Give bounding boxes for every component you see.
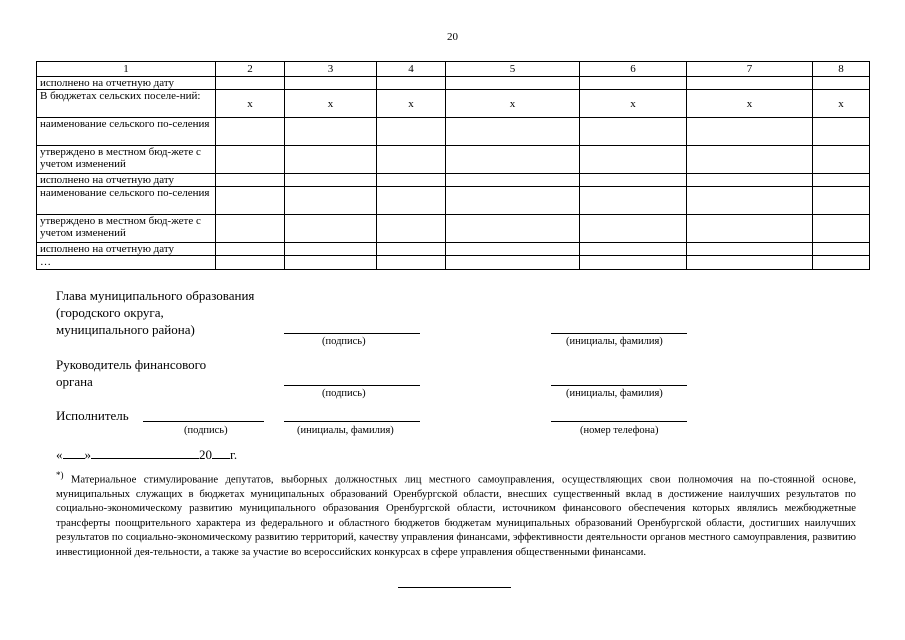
row-label: наименование сельского по-селения [37,187,216,215]
table-cell [687,146,813,174]
table-cell [813,77,870,90]
table-cell [285,215,377,243]
table-cell [285,146,377,174]
row-label: наименование сельского по-селения [37,118,216,146]
executor-signature-line[interactable] [143,421,264,422]
column-header: 3 [285,62,377,77]
table-cell [813,243,870,256]
table-header-row [37,62,870,77]
table-cell [580,77,687,90]
table-cell [580,215,687,243]
table-cell [285,187,377,215]
day-blank[interactable] [63,446,85,459]
executor-signature-caption: (подпись) [184,425,228,436]
footnote-text: Материальное стимулирование депутатов, выборных должностных лиц местного самоуправления, осуществляющих свои полномочия на по-стоянной основе, муниципальных служащих в бюджетах муниципальных образований Оренбургской области, внесших существенный вклад в достижение наилучших результатов по социально-экономическому развитию муниципального образования Оренбургской области, источником финансового обеспечения которых являлись межбюджетные трансферты поощрительного характера из федерального и областного бюджетов бюджетам муниципальных образований Оренбургской области, достигших наилучших результатов по социально-экономическому развитию территорий, качеству управления финансами, эффективности деятельности органов местного самоуправления, развитию инвестиционной дея-тельности, а также за участие во всероссийских конкурсах в сфере управления общественными финансами. [56,473,857,558]
table-cell [216,174,285,187]
table-cell: х [216,90,285,118]
table-cell [377,256,446,270]
table-cell [377,118,446,146]
table-cell [285,243,377,256]
table-cell [813,146,870,174]
head-signature-caption: (подпись) [322,336,366,347]
row-label: утверждено в местном бюд-жете с учетом изменений [37,215,216,243]
table-cell [813,215,870,243]
table-cell [377,215,446,243]
budget-table [36,61,870,270]
table-cell [216,243,285,256]
table-cell: х [813,90,870,118]
table-cell [377,146,446,174]
executor-initials-caption: (инициалы, фамилия) [297,425,394,436]
table-row [37,187,870,215]
executor-phone-line[interactable] [551,421,687,422]
footer-separator [398,587,511,588]
table-cell [446,146,580,174]
column-header: 8 [813,62,870,77]
finance-signature-line[interactable] [284,385,420,386]
table-cell [446,187,580,215]
table-cell [687,77,813,90]
month-blank[interactable] [91,446,199,459]
table-cell [377,77,446,90]
table-cell [285,256,377,270]
table-cell [377,187,446,215]
table-cell: х [377,90,446,118]
executor-initials-line[interactable] [284,421,420,422]
table-cell [285,174,377,187]
table-cell [580,243,687,256]
row-label: исполнено на отчетную дату [37,77,216,90]
table-row [37,215,870,243]
finance-signature-caption: (подпись) [322,388,366,399]
table-cell [446,118,580,146]
column-header: 5 [446,62,580,77]
table-cell [580,187,687,215]
table-row [37,256,870,270]
column-header: 6 [580,62,687,77]
row-label: исполнено на отчетную дату [37,174,216,187]
column-header: 7 [687,62,813,77]
table-cell [813,187,870,215]
row-label: … [37,256,216,270]
table-cell [377,243,446,256]
table-cell [285,77,377,90]
table-cell [216,187,285,215]
table-cell [446,215,580,243]
table-cell [446,77,580,90]
footnote-marker: *) [56,470,64,480]
table-cell: х [580,90,687,118]
table-cell [687,256,813,270]
table-cell [216,77,285,90]
table-cell [216,146,285,174]
table-cell [446,243,580,256]
table-cell [687,215,813,243]
finance-initials-line[interactable] [551,385,687,386]
table-cell [216,256,285,270]
row-label: исполнено на отчетную дату [37,243,216,256]
table-cell [687,118,813,146]
table-row [37,118,870,146]
head-title: Глава муниципального образования (городского округа, муниципального района) [56,288,255,337]
executor-label: Исполнитель [56,408,129,423]
row-label: утверждено в местном бюд-жете с учетом изменений [37,146,216,174]
column-header: 1 [37,62,216,77]
footnote [56,468,856,559]
date-line: « » 20 г. [56,447,238,462]
table-cell [687,243,813,256]
table-row [37,146,870,174]
table-cell [446,174,580,187]
column-header: 4 [377,62,446,77]
table-cell [687,187,813,215]
table-row [37,90,870,118]
table-cell [377,174,446,187]
table-cell [687,174,813,187]
head-initials-line[interactable] [551,333,687,334]
table-cell [446,256,580,270]
table-cell [580,118,687,146]
executor-phone-caption: (номер телефона) [580,425,659,436]
table-cell [580,256,687,270]
table-cell: х [285,90,377,118]
head-initials-caption: (инициалы, фамилия) [566,336,663,347]
table-cell [813,118,870,146]
row-label: В бюджетах сельских поселе-ний: [37,90,216,118]
table-row [37,243,870,256]
table-cell [285,118,377,146]
column-header: 2 [216,62,285,77]
table-row [37,77,870,90]
finance-head-title: Руководитель финансового органа [56,357,207,389]
table-cell [580,174,687,187]
table-row [37,174,870,187]
table-cell: х [446,90,580,118]
page-number: 20 [447,31,458,43]
table-cell [216,118,285,146]
head-signature-line[interactable] [284,333,420,334]
table-cell [216,215,285,243]
finance-initials-caption: (инициалы, фамилия) [566,388,663,399]
table-cell [813,256,870,270]
table-cell [580,146,687,174]
table-cell: х [687,90,813,118]
year-blank[interactable] [212,446,230,459]
table-cell [813,174,870,187]
